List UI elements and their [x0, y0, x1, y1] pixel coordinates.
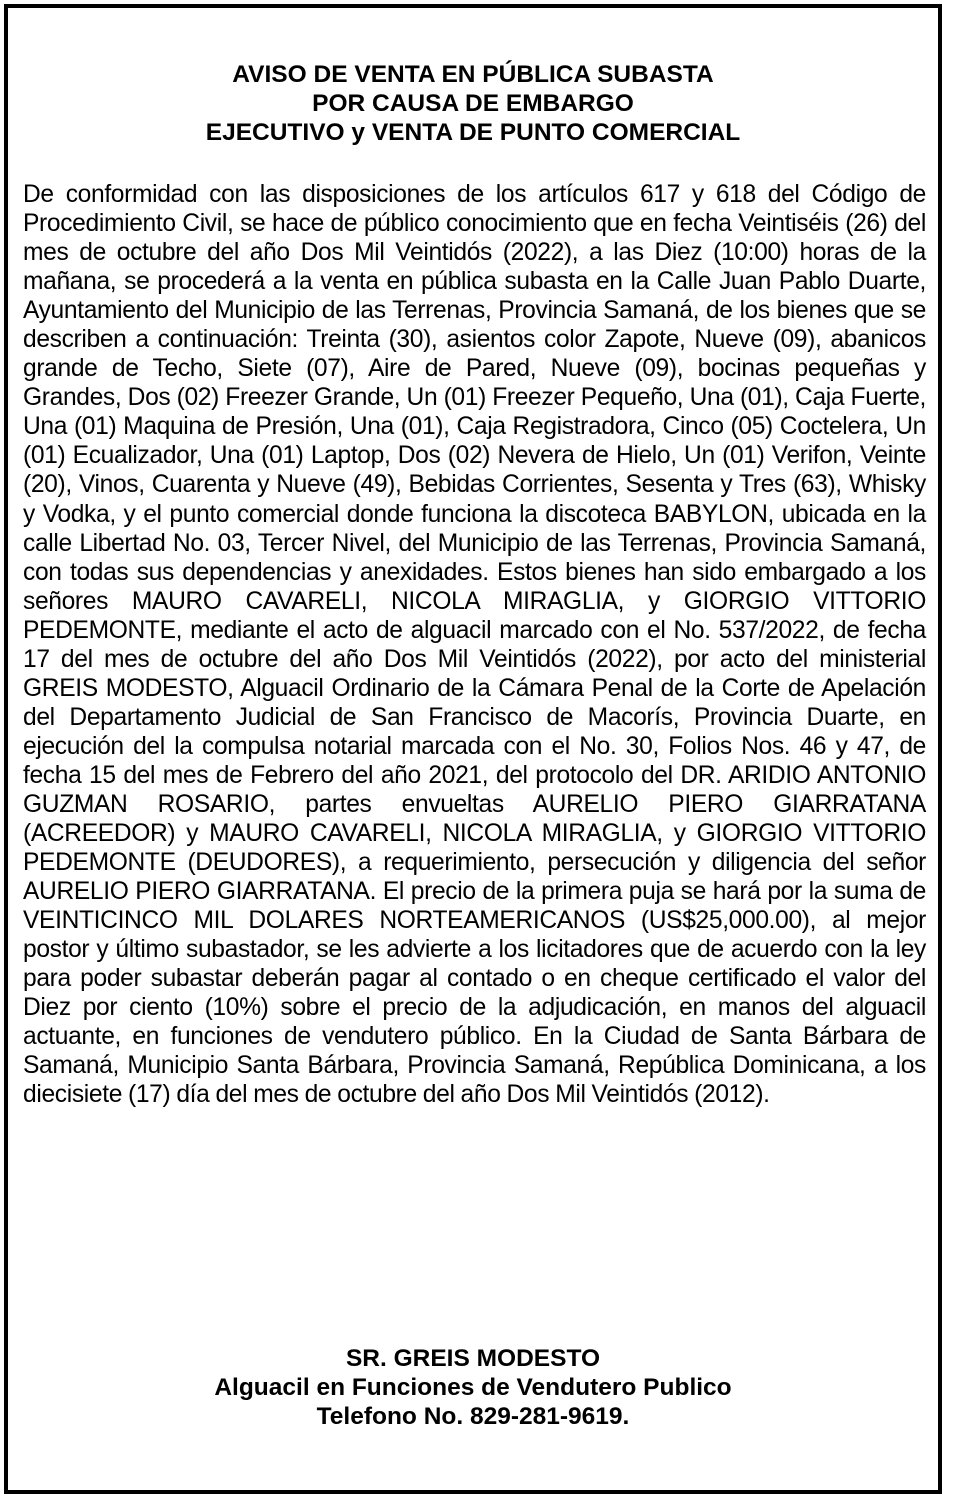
signer-name: SR. GREIS MODESTO	[345, 1345, 601, 1372]
notice-body: De conformidad con las disposiciones de los artículos 617 y 618 del Código de Procedimiento Civil, se hace de público conocimiento que en fecha Veintiséis (26) del mes de octubre del año Dos Mil Veintidós (2022), a las Diez (10:00) horas de la mañana, se procederá a la venta en pública subasta en la Calle Juan Pablo Duarte, Ayuntamiento del Municipio de las Terrenas, Provincia Samaná, de los bienes que se describen a continuación: Treinta (30), asientos color Zapote, Nueve (09), abanicos grande de Techo, Siete (07), Aire de Pared, Nueve (09), bocinas pequeñas y Grandes, Dos (02) Freezer Grande, Un (01) Freezer Pequeño, Una (01), Caja Fuerte, Una (01) Maquina de Presión, Una (01), Caja Registradora, Cinco (05) Coctelera, Un (01) Ecualizador, Una (01) Laptop, Dos (02) Nevera de Hielo, Un (01) Verifon, Veinte (20), Vinos, Cuarenta y Nueve (49), Bebidas Corrientes, Sesenta y Tres (63), Whisky y Vodka, y el punto comercial donde funciona la discoteca BABYLON, ubicada en la calle Libertad No. 03, Tercer Nivel, del Municipio de las Terrenas, Provincia Samaná, con todas sus dependencias y anexidades. Estos bienes han sido embargado a los señores MAURO CAVARELI, NICOLA MIRAGLIA, y GIORGIO VITTORIO PEDEMONTE, mediante el acto de alguacil marcado con el No. 537/2022, de fecha 17 del mes de octubre del año Dos Mil Veintidós (2022), por acto del ministerial GREIS MODESTO, Alguacil Ordinario de la Cámara Penal de la Corte de Apelación del Departamento Judicial de San Francisco de Macorís, Provincia Duarte, en ejecución del la compulsa notarial marcada con el No. 30, Folios Nos. 46 y 47, de fecha 15 del mes de Febrero del año 2021, del protocolo del DR. ARIDIO ANTONIO GUZMAN ROSARIO, partes envueltas AURELIO PIERO GIARRATANA (ACREEDOR) y MAURO CAVARELI, NICOLA MIRAGLIA, y GIORGIO VITTORIO PEDEMONTE (DEUDORES), a requerimiento, persecución y diligencia del señor AURELIO PIERO GIARRATANA. El precio de la primera puja se hará por la suma de VEINTICINCO MIL DOLARES NORTEAMERICANOS (US$25,000.00), al mejor postor y último subastador, se les advierte a los licitadores que de acuerdo con la ley para poder subastar deberán pagar al contado o en cheque certificado el valor del Diez por ciento (10%) sobre el precio de la adjudicación, en manos del alguacil actuante, en funciones de vendutero público. En la Ciudad de Santa Bárbara de Samaná, Municipio Santa Bárbara, Provincia Samaná, República Dominicana, a los diecisiete (17) día del mes de octubre del año Dos Mil Veintidós (2012).	[23, 181, 926, 1109]
signer-role: Alguacil en Funciones de Vendutero Publico	[214, 1374, 732, 1401]
title-line-3: EJECUTIVO y VENTA DE PUNTO COMERCIAL	[205, 119, 741, 146]
title-line-1: AVISO DE VENTA EN PÚBLICA SUBASTA	[232, 61, 714, 88]
title-line-2: POR CAUSA DE EMBARGO	[312, 90, 634, 117]
signer-phone: Telefono No. 829-281-9619.	[316, 1403, 630, 1430]
signature-block	[8, 1344, 938, 1431]
notice-title	[8, 60, 938, 147]
notice-box	[4, 4, 942, 1494]
